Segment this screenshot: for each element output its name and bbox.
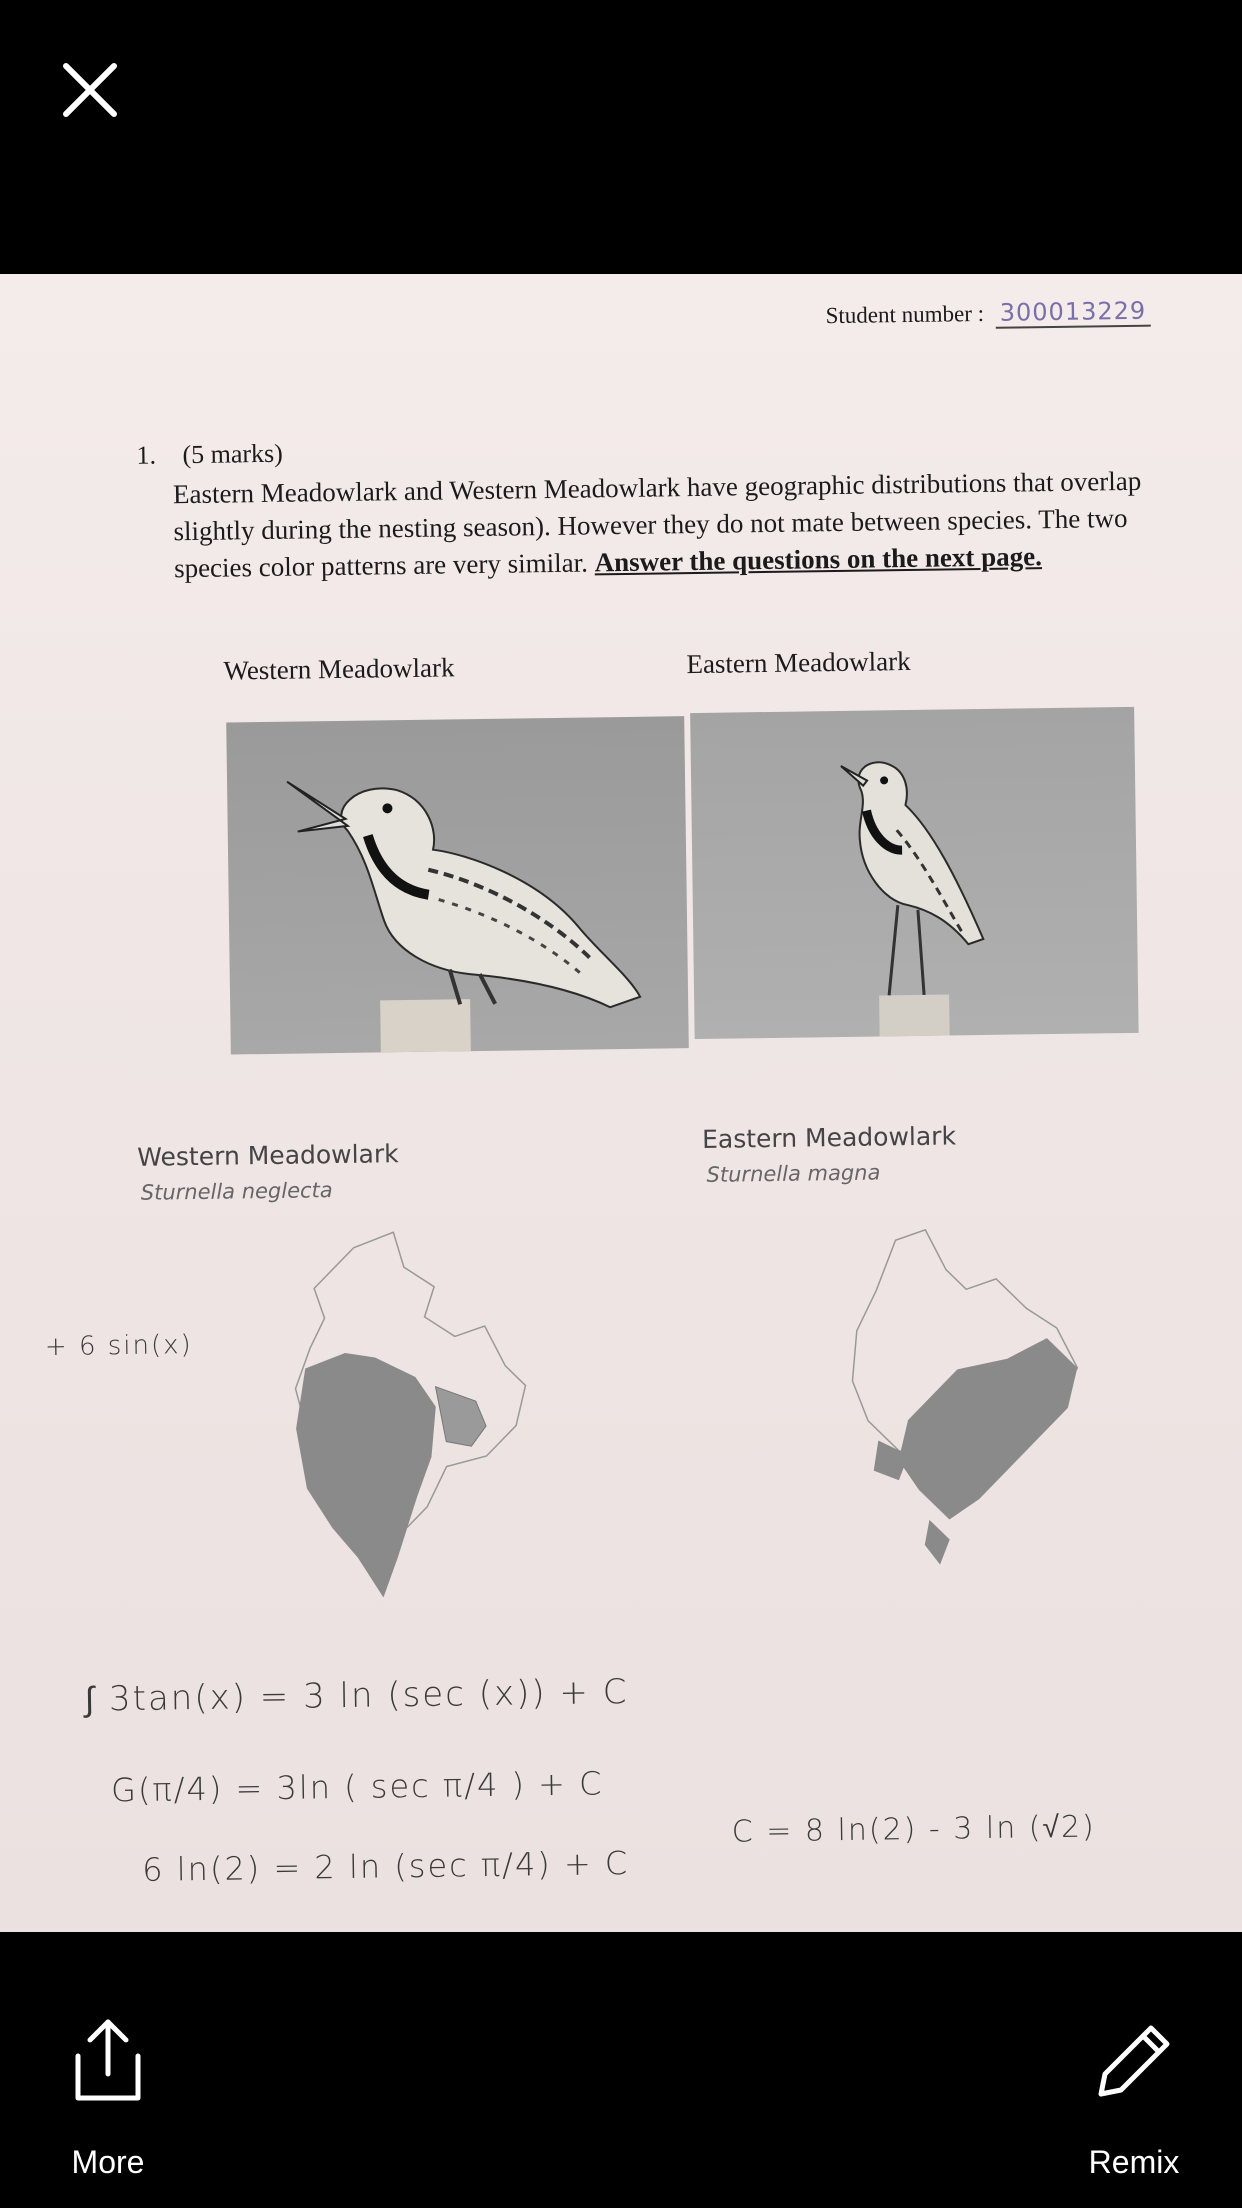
handwritten-line-2: G(π/4) = 3ln ( sec π/4 ) + C	[110, 1764, 604, 1810]
student-number-line	[825, 297, 1150, 330]
map-scientific-eastern: Sturnella magna	[706, 1160, 881, 1187]
pencil-icon	[1091, 2018, 1177, 2104]
student-number-value: 300013229	[996, 297, 1151, 329]
worksheet-page	[0, 274, 1242, 1932]
question-emphasis: Answer the questions on the next page.	[594, 541, 1043, 578]
close-button[interactable]	[48, 48, 132, 132]
map-scientific-western: Sturnella neglecta	[140, 1178, 333, 1205]
question-text	[173, 462, 1164, 587]
eastern-range-map	[835, 1217, 1100, 1591]
photo-caption-eastern: Eastern Meadowlark	[686, 645, 911, 680]
western-meadowlark-photo	[226, 716, 689, 1054]
handwritten-margin-note: + 6 sin(x)	[44, 1330, 193, 1363]
question-body: Eastern Meadowlark and Western Meadowlark have geographic distributions that overlap slightly during the nesting season). However they do not mate between species. The two species color patterns are very similar.	[172, 465, 1142, 584]
eastern-meadowlark-photo	[690, 707, 1139, 1039]
top-bar	[0, 0, 1242, 274]
student-number-label: Student number :	[825, 300, 985, 329]
map-caption-eastern: Eastern Meadowlark	[701, 1121, 957, 1154]
more-label: More	[71, 2144, 145, 2180]
more-button[interactable]	[28, 2018, 188, 2181]
question-marks: (5 marks)	[182, 438, 284, 470]
photo-caption-western: Western Meadowlark	[223, 652, 455, 686]
handwritten-line-4: C = 8 ln(2) - 3 ln (√2)	[731, 1809, 1096, 1850]
handwritten-line-1: ∫ 3tan(x) = 3 ln (sec (x)) + C	[84, 1672, 629, 1720]
remix-label: Remix	[1088, 2144, 1180, 2180]
handwritten-line-3: 6 ln(2) = 2 ln (sec π/4) + C	[141, 1844, 630, 1889]
western-range-map	[283, 1225, 558, 1609]
question-number: 1.	[136, 440, 157, 470]
share-icon	[68, 2018, 148, 2104]
close-icon	[48, 48, 132, 132]
document-photo	[0, 274, 1242, 1932]
map-caption-western: Western Meadowlark	[137, 1139, 399, 1172]
remix-button[interactable]	[1054, 2018, 1214, 2181]
